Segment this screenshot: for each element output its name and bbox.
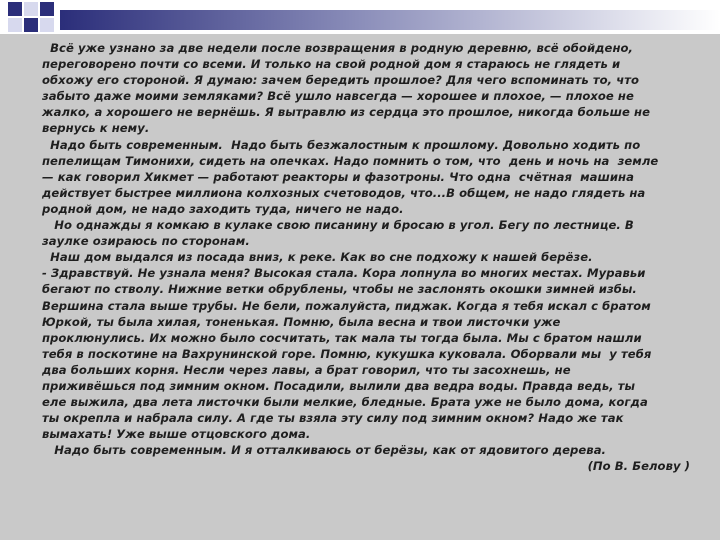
decorative-square-navy-1 [8,2,22,16]
passage-line: проклюнулись. Их можно было сосчитать, так мала ты тогда была. Мы с братом нашли [42,330,642,345]
decorative-square-light-1 [24,2,38,16]
attribution: (По В. Белову ) [587,459,690,474]
text-slide [0,34,720,540]
passage-line: забыто даже моими земляками? Всё ушло навсегда — хорошее и плохое, — плохое не [42,89,634,104]
passage-line: еле выжила, два лета листочки были мелкие, бледные. Брата уже не было дома, когда [42,395,648,410]
passage-line: Юркой, ты была хилая, тоненькая. Помню, была весна и твои листочки уже [42,314,561,329]
title-gradient-bar [60,10,720,30]
passage-line: тебя в поскотине на Вахрунинской горе. Помню, кукушка куковала. Оборвали мы у тебя [42,346,652,361]
passage-line: бегают по стволу. Нижние ветки обрублены, чтобы не заслонять окошки зимней избы. [42,282,637,297]
passage-line: два больших корня. Несли через лавы, а брат говорил, что ты засохнешь, не [42,362,571,377]
passage-line: пепелищам Тимонихи, сидеть на опечках. Надо помнить о том, что день и ночь на земле [42,153,659,168]
passage-line: действует быстрее миллиона колхозных счетоводов, что...В общем, не надо глядеть на [42,185,646,200]
decorative-square-navy-2 [40,2,54,16]
passage-line: Наш дом выдался из посада вниз, к реке. Как во сне подхожу к нашей берёзе. [42,250,593,265]
passage-line: вернусь к нему. [42,121,150,136]
passage-line: обхожу его стороной. Я думаю: зачем бередить прошлое? Для чего вспоминать то, что [42,73,640,88]
passage-line: жалко, а хорошего не вернёшь. Я вытравлю из сердца это прошлое, никогда больше не [42,105,651,120]
decorative-square-navy-3 [24,18,38,32]
decorative-square-light-2 [8,18,22,32]
passage-line: - Здравствуй. Не узнала меня? Высокая стала. Кора лопнула во многих местах. Муравьи [42,266,646,281]
passage-line: — как говорил Хикмет — работают реакторы и фазотроны. Что одна счётная машина [42,169,634,184]
passage-line: переговорено почти со всеми. И только на свой родной дом я стараюсь не глядеть и [42,57,621,72]
passage-line: Всё уже узнано за две недели после возвращения в родную деревню, всё обойдено, [42,41,633,55]
passage-line: Надо быть современным. Надо быть безжалостным к прошлому. Довольно ходить по [42,137,641,152]
passage-line: вымахать! Уже выше отцовского дома. [42,427,311,442]
passage-line: ты окрепла и набрала силу. А где ты взяла эту силу под зимним окном? Надо же так [42,411,624,426]
passage-line: Надо быть современным. И я отталкиваюсь от берёзы, как от ядовитого дерева. [42,443,607,458]
passage-line: заулке озираюсь по сторонам. [42,234,250,249]
passage-line: приживёшься под зимним окном. Посадили, вылили два ведра воды. Правда ведь, ты [42,378,636,393]
passage-text [42,40,702,475]
passage-line: Но однажды я комкаю в кулаке свою писанину и бросаю в угол. Бегу по лестнице. В [42,218,634,233]
decorative-square-light-3 [40,18,54,32]
passage-line: родной дом, не надо заходить туда, ничего не надо. [42,201,404,216]
passage-line: Вершина стала выше трубы. Не бели, пожалуйста, пиджак. Когда я тебя искал с братом [42,298,651,313]
